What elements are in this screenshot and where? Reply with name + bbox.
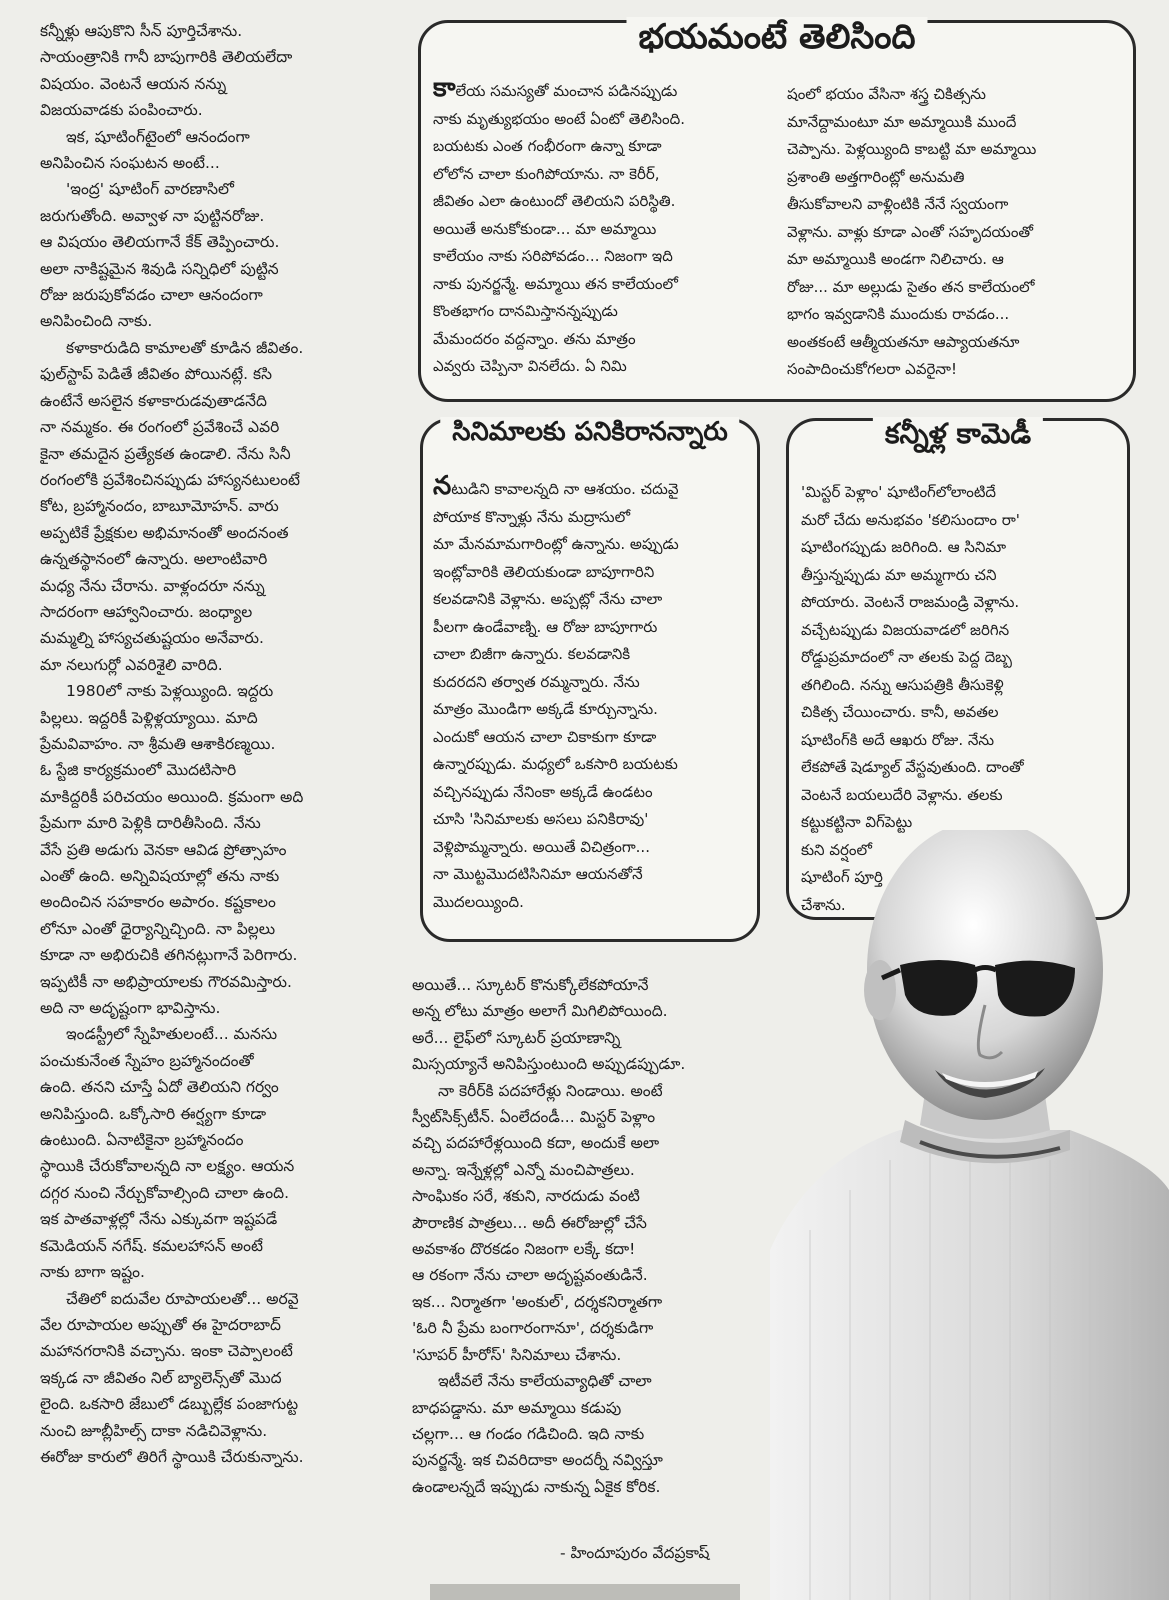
box-fear-right-text: షంలో భయం వేసినా శస్త్ర చికిత్సను మానేద్దామంటూ మా అమ్మాయికి ముందే చెప్పాను. పెళ్లయ్యింది కాబట్టి మా అమ్మాయి ప్రశాంతి అత్తగారింట్లో అనుమతి తీసుకోవాలని వాళ్లింటికి నేనే స్వయంగా వెళ్లాను. వాళ్లు కూడా ఎంతో సహృదయంతో మా అమ్మాయికి అండగా నిలిచారు. ఆ రోజు... మా అల్లుడు సైతం తన కాలేయంలో భాగం ఇవ్వడానికి ముందుకు రావడం... అంతకంటే ఆత్మీయతనూ ఆప్యాయతనూ సంపాదించుకోగలరా ఎవరైనా! bbox=[787, 85, 1037, 378]
left-paragraph: చేతిలో ఐదువేల రూపాయలతో... అరవై వేల రూపాయల అప్పుతో ఈ హైదరాబాద్ మహానగరానికి వచ్చాను. ఇంకా చెప్పాలంటే ఇక్కడ నా జీవితం నిల్ బ్యాలెన్స్‌తో మొద లైంది. ఒకసారి జేబులో డబ్బుల్లేక పంజాగుట్ట నుంచి జూబ్లీహిల్స్ దాకా నడిచివెళ్లాను. ఈరోజు కారులో తిరిగే స్థాయికి చేరుకున్నాను. bbox=[40, 1289, 304, 1466]
left-paragraph: ఇండస్ట్రీలో స్నేహితులంటే... మనసు పంచుకునేంత స్నేహం బ్రహ్మానందంతో ఉంది. తనని చూస్తే ఏదో తెలియని గర్వం అనిపిస్తుంది. ఒక్కోసారి ఈర్ష్యగా కూడా ఉంటుంది. ఏనాటికైనా బ్రహ్మానందం స్థాయికి చేరుకోవాలన్నది నా లక్ష్యం. ఆయన దగ్గర నుంచి నేర్చుకోవాల్సింది చాలా ఉంది. ఇక పాతవాళ్లల్లో నేను ఎక్కువగా ఇష్టపడే కమెడియన్ నగేష్. కమలహాసన్ అంటే నాకు బాగా ఇష్టం. bbox=[40, 1025, 295, 1282]
left-paragraph: ఇక, షూటింగ్‌టైంలో ఆనందంగా అనిపించిన సంఘటన అంటే... bbox=[40, 127, 250, 173]
box-cinema-body: టుడిని కావాలన్నది నా ఆశయం. చదువై పోయాక కొన్నాళ్లు నేను మద్రాసులో మా మేనమామగారింట్లో ఉన్నాను. అప్పుడు ఇంట్లోవారికి తెలియకుండా బాపూగారిని కలవడానికి వెళ్లాను. అప్పట్లో నేను చాలా పీలగా ఉండేవాణ్ని. ఆ రోజు బాపూగారు చాలా బిజీగా ఉన్నారు. కలవడానికి కుదరదని తర్వాత రమ్మన్నారు. నేను మాత్రం మొండిగా అక్కడే కూర్చున్నాను. ఎందుకో ఆయన చాలా చికాకుగా కూడా ఉన్నారప్పుడు. మధ్యలో ఒకసారి బయటకు వచ్చినప్పుడు నేనింకా అక్కడే ఉండటం చూసి 'సినిమాలకు అసలు పనికిరావు' వెళ్లిపొమ్మన్నారు. అయితే విచిత్రంగా... నా మొట్టమొదటిసినిమా ఆయనతోనే మొదలయ్యింది. bbox=[433, 480, 679, 911]
box-cinema bbox=[420, 418, 760, 942]
left-paragraph: 1980లో నాకు పెళ్లయ్యింది. ఇద్దరు పిల్లలు. ఇద్దరికీ పెళ్లిళ్లయ్యాయి. మాది ప్రేమవివాహం. నా శ్రీమతి ఆశాకిరణ్మయి. ఓ స్టేజి కార్యక్రమంలో మొదటిసారి మాకిద్దరికీ పరిచయం అయింది. క్రమంగా అది ప్రేమగా మారి పెళ్లికి దారితీసింది. నేను వేసే ప్రతి అడుగు వెనకా ఆవిడ ప్రోత్సాహం ఎంతో ఉంది. అన్నివిషయాల్లో తను నాకు అందించిన సహకారం అపారం. కష్టకాలం లోనూ ఎంతో ధైర్యాన్నిచ్చింది. నా పిల్లలు కూడా నా అభిరుచికి తగినట్లుగానే పెరిగారు. ఇప్పటికీ నా అభిప్రాయాలకు గౌరవమిస్తారు. అది నా అదృష్టంగా భావిస్తాను. bbox=[40, 682, 304, 1018]
box-fear-left-text bbox=[433, 75, 778, 381]
box-comedy-text: 'మిస్టర్ పెళ్లాం' షూటింగ్‌లోలాంటిదే మరో చేదు అనుభవం 'కలిసుందాం రా' షూటింగప్పుడు జరిగింది. ఆ సినిమా తీస్తున్నప్పుడు మా అమ్మగారు చని పోయారు. వెంటనే రాజమండ్రి వెళ్లాను. వచ్చేటప్పుడు విజయవాడలో జరిగిన రోడ్డుప్రమాదంలో నా తలకు పెద్ద దెబ్బ తగిలింది. నన్ను ఆసుపత్రికి తీసుకెళ్లి చికిత్స చేయించారు. కానీ, అవతల షూటింగ్‌కి అదే ఆఖరు రోజు. నేను లేకపోతే షెడ్యూల్ వేస్టవుతుంది. దాంతో వెంటనే బయలుదేరి వెళ్లాను. తలకు కట్టుకట్టినా విగ్‌పెట్టు కుని వర్షంలో షూటింగ్ పూర్తి చేశాను. bbox=[801, 483, 1024, 914]
box-cinema-title: సినిమాలకు పనికిరానన్నారు bbox=[440, 417, 739, 453]
box-cinema-text bbox=[433, 473, 755, 916]
box-cinema-dropcap: న bbox=[433, 471, 452, 501]
bottom-paragraph: నా కెరీర్‌కి పదహారేళ్లు నిండాయి. అంటే స్వీట్‌సిక్స్‌టీన్. ఏంలేదండీ... మిస్టర్ పెళ్లాం వచ్చి పదహారేళ్లయింది కదా, అందుకే అలా అన్నా. ఇన్నేళ్లల్లో ఎన్నో మంచిపాత్రలు. సాంఘికం సరే, శకుని, నారదుడు వంటి పౌరాణిక పాత్రలు... అదీ ఈరోజుల్లో చేసే అవకాశం దొరకడం నిజంగా లక్కే కదా! ఆ రకంగా నేను చాలా అదృష్టవంతుడినే. ఇక... నిర్మాతగా 'అంకుల్', దర్శకనిర్మాతగా 'ఓరి నీ ప్రేమ బంగారంగానూ', దర్శకుడిగా 'సూపర్ హీరోస్' సినిమాలు చేశాను. bbox=[412, 1081, 663, 1364]
bottom-paragraph: ఇటీవలే నేను కాలేయవ్యాధితో చాలా బాధపడ్డాను. మా అమ్మాయి కడుపు చల్లగా... ఆ గండం గడిచింది. ఇది నాకు పునర్జన్మే. ఇక చివరిదాకా అందర్నీ నవ్విస్తూ ఉండాలన్నదే ఇప్పుడు నాకున్న ఏకైక కోరిక. bbox=[412, 1372, 663, 1496]
left-column bbox=[40, 18, 352, 1470]
left-paragraph: కన్నీళ్లు ఆపుకొని సీన్ పూర్తిచేశాను. సాయంత్రానికి గానీ బాపుగారికి తెలియలేదా విషయం. వెంటనే ఆయన నన్ను విజయవాడకు పంపించారు. bbox=[40, 22, 293, 120]
left-paragraph: 'ఇంద్ర' షూటింగ్ వారణాసిలో జరుగుతోంది. అవ్వాళ నా పుట్టినరోజు. ఆ విషయం తెలియగానే కేక్ తెప్పించారు. అలా నాకిష్టమైన శివుడి సన్నిధిలో పుట్టిన రోజు జరుపుకోవడం చాలా ఆనందంగా అనిపించింది నాకు. bbox=[40, 180, 280, 331]
left-paragraph: కళాకారుడిది కామాలతో కూడిన జీవితం. ఫుల్‌స్టాప్ పెడితే జీవితం పోయినట్లే. కసి ఉంటేనే అసలైన కళాకారుడవుతాడనేది నా నమ్మకం. ఈ రంగంలో ప్రవేశించే ఎవరి కైనా తమదైన ప్రత్యేకత ఉండాలి. నేను సినీ రంగంలోకి ప్రవేశించినప్పుడు హాస్యనటులంటే కోట, బ్రహ్మానందం, బాబూమోహన్. వారు అప్పటికే ప్రేక్షకుల అభిమానంతో అందనంత ఉన్నతస్థానంలో ఉన్నారు. అలాంటివారి మధ్య నేను చేరాను. వాళ్లందరూ నన్ను సాదరంగా ఆహ్వానించారు. జంధ్యాల మమ్మల్ని హాస్యచతుష్టయం అనేవారు. మా నలుగుర్లో ఎవరిశైలి వారిది. bbox=[40, 338, 304, 674]
bottom-column bbox=[412, 972, 747, 1500]
box-fear-title: భయమంటే తెలిసింది bbox=[626, 17, 927, 65]
footer-strip bbox=[430, 1584, 740, 1600]
byline: - హిందూపురం వేదప్రకాష్ bbox=[560, 1544, 710, 1562]
portrait-photo bbox=[770, 830, 1169, 1600]
bottom-paragraph: అయితే... స్కూటర్ కొనుక్కోలేకపోయానే అన్న లోటు మాత్రం అలాగే మిగిలిపోయింది. అరే... లైఫ్‌లో స్కూటర్ ప్రయాణాన్ని మిస్సయ్యానే అనిపిస్తుంటుంది అప్పుడప్పుడూ. bbox=[412, 976, 686, 1074]
box-fear bbox=[418, 17, 1136, 402]
box-fear-left-body: లేయ సమస్యతో మంచాన పడినప్పుడు నాకు మృత్యుభయం అంటే ఏంటో తెలిసింది. బయటకు ఎంత గంభీరంగా ఉన్నా కూడా లోలోన చాలా కుంగిపోయాను. నా కెరీర్, జీవితం ఎలా ఉంటుందో తెలియని పరిస్థితి. అయితే అనుకోకుండా... మా అమ్మాయి కాలేయం నాకు సరిపోవడం... నిజంగా ఇది నాకు పునర్జన్మే. అమ్మాయి తన కాలేయంలో కొంతభాగం దానమిస్తానన్నప్పుడు మేమందరం వద్దన్నాం. తను మాత్రం ఎవ్వరు చెప్పినా వినలేదు. ఏ నిమి bbox=[433, 82, 685, 375]
box-comedy-title: కన్నీళ్ల కామెడీ bbox=[873, 417, 1043, 457]
box-fear-dropcap: కా bbox=[433, 73, 456, 103]
